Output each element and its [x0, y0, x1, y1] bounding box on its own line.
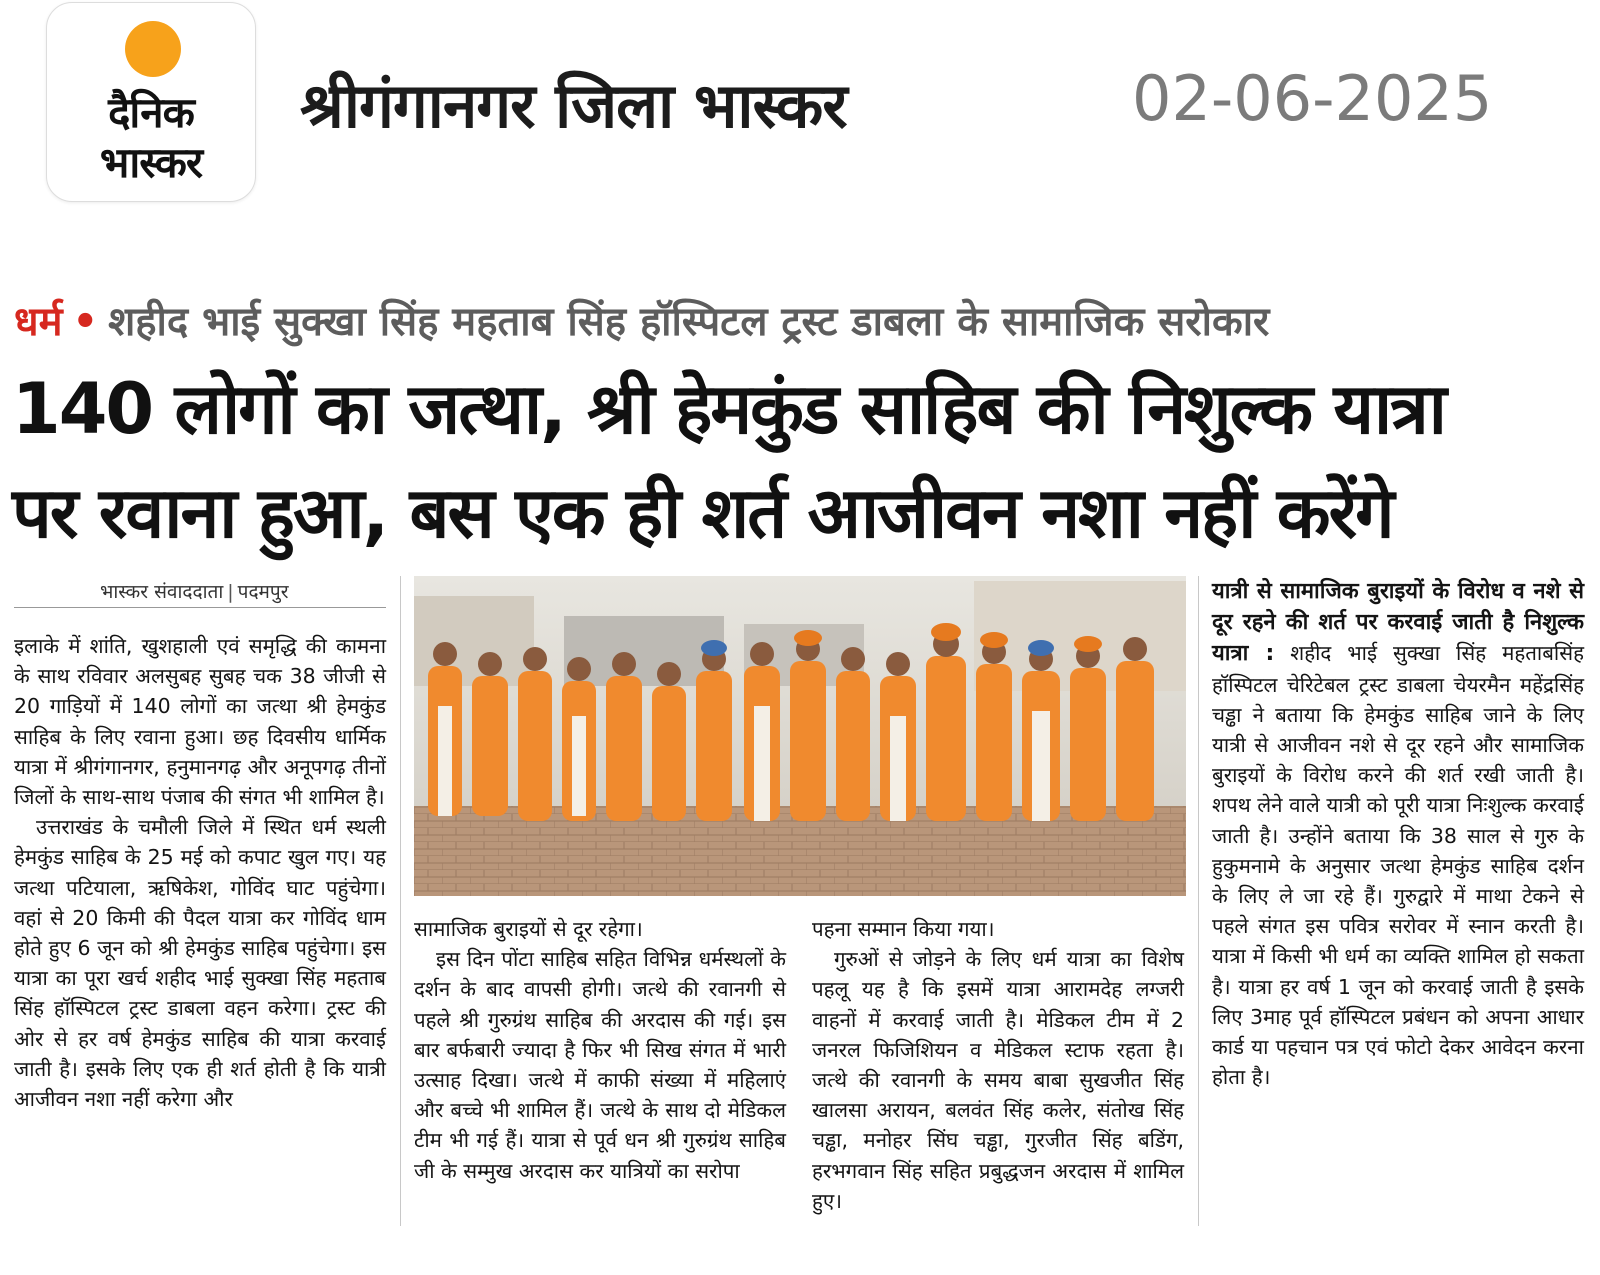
- category-label: धर्म: [14, 299, 63, 345]
- logo-line-2: भास्कर: [99, 138, 203, 187]
- article-column-4: [1212, 576, 1584, 1092]
- headline-line-2: पर रवाना हुआ, बस एक ही शर्त आजीवन नशा नहीं करेंगे: [12, 472, 1393, 554]
- paragraph: इस दिन पोंटा साहिब सहित विभिन्न धर्मस्थलों के दर्शन के बाद वापसी होगी। जत्थे की रवानगी से पहले श्री गुरुग्रंथ साहिब की अरदास की गई। इस बार बर्फबारी ज्यादा है फिर भी सिख संगत में भारी उत्साह दिखा। जत्थे में काफी संख्या में महिलाएं और बच्चे भी शामिल हैं। जत्थे के साथ दो मेडिकल टीम भी गई हैं। यात्रा से पूर्व धन श्री गुरुग्रंथ साहिब जी के सम्मुख अरदास कर यात्रियों का सरोपा: [414, 947, 786, 1183]
- article-column-2: [414, 914, 786, 1186]
- paragraph: सामाजिक बुराइयों से दूर रहेगा।: [414, 917, 643, 941]
- column-divider: [1198, 576, 1199, 1226]
- sun-icon: [125, 21, 181, 77]
- byline-separator: |: [227, 581, 234, 603]
- article-column-1: [14, 631, 386, 1114]
- publication-date: 02-06-2025: [1132, 62, 1493, 135]
- byline-rule: [14, 607, 386, 608]
- kicker: [14, 292, 1269, 347]
- paragraph: [1212, 576, 1584, 1092]
- paragraph: इलाके में शांति, खुशहाली एवं समृद्धि की कामना के साथ रविवार अलसुबह सुबह चक 38 जीजी से 20 गाड़ियों में 140 लोगों का जत्था श्री हेमकुंड साहिब के लिए रवाना हुआ। छह दिवसीय धार्मिक यात्रा में श्रीगंगानगर, हनुमानगढ़ और अनूपगढ़ तीनों जिलों के साथ-साथ पंजाब की संगत भी शामिल है।: [14, 634, 386, 810]
- column-divider: [400, 576, 401, 1226]
- paragraph: पहना सम्मान किया गया।: [812, 917, 995, 941]
- edition-title: श्रीगंगानगर जिला भास्कर: [300, 69, 847, 142]
- headline-line-1: 140 लोगों का जत्था, श्री हेमकुंड साहिब की निशुल्क यात्रा: [12, 368, 1445, 450]
- byline-reporter: भास्कर संवाददाता: [100, 581, 224, 603]
- group-photo: [414, 576, 1186, 896]
- paragraph: उत्तराखंड के चमौली जिले में स्थित धर्म स्थली हेमकुंड साहिब के 25 मई को कपाट खुल गए। यह जत्था पटियाला, ऋषिकेश, गोविंद घाट पहुंचेगा। वहां से 20 किमी की पैदल यात्रा कर गोविंद धाम होते हुए 6 जून को श्री हेमकुंड साहिब पहुंचेगा। इस यात्रा का पूरा खर्च शहीद भाई सुक्खा सिंह महताब सिंह हॉस्पिटल ट्रस्ट डाबला वहन करेगा। ट्रस्ट की ओर से हर वर्ष हेमकुंड साहिब की यात्रा करवाई जाती है। इसके लिए एक ही शर्त होती है कि यात्री आजीवन नशा नहीं करेगा और: [14, 815, 386, 1112]
- group-photo-illustration: [414, 576, 1186, 896]
- dainik-bhaskar-logo: [46, 2, 256, 202]
- column-body: शहीद भाई सुक्खा सिंह महताबसिंह हॉस्पिटल चेरिटेबल ट्रस्ट डाबला चेयरमैन महेंद्रसिंह चड्ढा ने बताया कि हेमकुंड साहिब जाने के लिए यात्री से आजीवन नशे से दूर रहने और सामाजिक बुराइयों के विरोध करने की शर्त रखी जाती है। शपथ लेने वाले यात्री को पूरी यात्रा निःशुल्क करवाई जाती है। उन्होंने बताया कि 38 साल से गुरु के हुकुमनामे के अनुसार जत्था हेमकुंड साहिब दर्शन के लिए ले जा रहे हैं। गुरुद्वारे में माथा टेकने से पहले संगत इस पवित्र सरोवर में स्नान करती है। यात्रा में किसी भी धर्म का व्यक्ति शामिल हो सकता है। यात्रा हर वर्ष 1 जून को करवाई जाती है इसके लिए 3माह पूर्व हॉस्पिटल प्रबंधन को अपना आधार कार्ड या पहचान पत्र एवं फोटो देकर आवेदन करना होता है।: [1212, 641, 1584, 1090]
- byline-place: पदमपुर: [237, 581, 289, 603]
- byline: [100, 578, 288, 604]
- column-subhead: यात्री से सामाजिक बुराइयों के विरोध व नशे से दूर रहने की शर्त पर करवाई जाती है निशुल्क यात्रा :: [1212, 579, 1584, 667]
- logo-line-1: दैनिक: [108, 88, 194, 137]
- bullet-icon: •: [72, 299, 99, 345]
- paragraph: गुरुओं से जोड़ने के लिए धर्म यात्रा का विशेष पहलू यह है कि इसमें यात्रा आरामदेह लग्जरी वाहनों में करवाई जाती है। मेडिकल टीम में 2 जनरल फिजिशियन व मेडिकल स्टाफ रहता है। जत्थे की रवानगी के समय बाबा सुखजीत सिंह खालसा अरायन, बलवंत सिंह कलेर, संतोख सिंह चड्ढा, मनोहर सिंघ चड्ढा, गुरजीत सिंह बडिंग, हरभगवान सिंह सहित प्रबुद्धजन अरदास में शामिल हुए।: [812, 947, 1184, 1213]
- article-column-3: [812, 914, 1184, 1216]
- kicker-text: शहीद भाई सुक्खा सिंह महताब सिंह हॉस्पिटल ट्रस्ट डाबला के सामाजिक सरोकार: [108, 299, 1270, 345]
